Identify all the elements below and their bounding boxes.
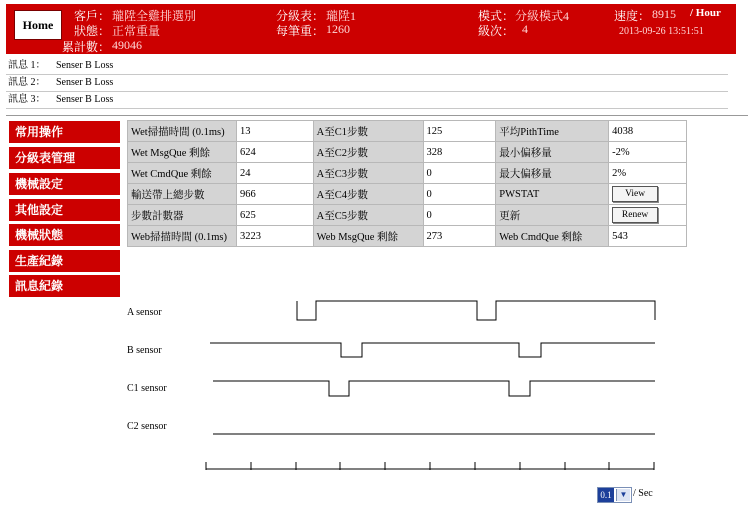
cell-label: Wet MsgQue 剩餘 [128, 142, 237, 163]
sidebar-item-machine-settings[interactable]: 機械設定 [9, 173, 120, 195]
speed-value: 8915 [652, 7, 676, 21]
grade-table-label: 分級表： [275, 9, 324, 23]
level-label: 級次： [477, 24, 514, 38]
sidebar-item-other-settings[interactable]: 其他設定 [9, 199, 120, 221]
b-sensor-waveform [210, 343, 655, 357]
cell-value: 543 [609, 226, 687, 247]
speed-unit: / Hour [690, 7, 721, 19]
chevron-down-icon: ▼ [616, 489, 630, 501]
unit-weight-label: 每筆重： [275, 24, 324, 38]
cell-label: 步數計數器 [128, 205, 237, 226]
cell-value: 13 [236, 121, 313, 142]
cell-label: Wet掃描時間 (0.1ms) [128, 121, 237, 142]
cell-label: A至C3步數 [313, 163, 423, 184]
level-value: 4 [522, 22, 528, 36]
cell-value: 0 [423, 163, 496, 184]
cell-label: Wet CmdQue 剩餘 [128, 163, 237, 184]
sensor-label-c1: C1 sensor [127, 383, 167, 394]
cell-label: A至C1步數 [313, 121, 423, 142]
sensor-label-c2: C2 sensor [127, 421, 167, 432]
sample-rate-unit: / Sec [633, 488, 653, 499]
count-label: 累計數： [61, 40, 110, 54]
cell-value: 24 [236, 163, 313, 184]
mode-value: 分級模式4 [515, 9, 570, 23]
sensor-label-b: B sensor [127, 345, 162, 356]
cell-value: 2% [609, 163, 687, 184]
cell-value: 273 [423, 226, 496, 247]
message-text: Senser B Loss [56, 77, 114, 88]
a-sensor-waveform [297, 301, 655, 320]
sidebar-item-grade-table[interactable]: 分級表管理 [9, 147, 120, 169]
sidebar-item-message-log[interactable]: 訊息紀錄 [9, 275, 120, 297]
cell-value: 966 [236, 184, 313, 205]
datetime: 2013-09-26 13:51:51 [619, 26, 704, 37]
cell-label: 平均PithTime [496, 121, 609, 142]
cell-label: 最小偏移量 [496, 142, 609, 163]
message-label: 訊息 1： [8, 60, 46, 71]
message-text: Senser B Loss [56, 60, 114, 71]
count-value: 49046 [112, 38, 142, 52]
sidebar-item-production-log[interactable]: 生產紀錄 [9, 250, 120, 272]
customer-value: 瓏陞全雞排選別 [112, 9, 197, 23]
cell-value: 125 [423, 121, 496, 142]
cell-label: A至C5步數 [313, 205, 423, 226]
sidebar-item-common-ops[interactable]: 常用操作 [9, 121, 120, 143]
view-button[interactable]: View [612, 186, 658, 202]
message-label: 訊息 2： [8, 77, 46, 88]
cell-value: 625 [236, 205, 313, 226]
customer-label: 客戶： [73, 9, 110, 23]
unit-weight-value: 1260 [326, 22, 350, 36]
renew-button[interactable]: Renew [612, 207, 658, 223]
cell-value: 624 [236, 142, 313, 163]
cell-label: Web CmdQue 剩餘 [496, 226, 609, 247]
status-label: 狀態： [73, 24, 110, 38]
cell-label: Web掃描時間 (0.1ms) [128, 226, 237, 247]
message-label: 訊息 3： [8, 94, 46, 105]
cell-value: 4038 [609, 121, 687, 142]
sensor-label-a: A sensor [127, 307, 162, 318]
mode-label: 模式： [477, 9, 514, 23]
cell-label: A至C4步數 [313, 184, 423, 205]
cell-label: 最大偏移量 [496, 163, 609, 184]
cell-value: 0 [423, 184, 496, 205]
sample-rate-value: 0.1 [598, 488, 614, 502]
sidebar-item-machine-status[interactable]: 機械狀態 [9, 224, 120, 246]
message-text: Senser B Loss [56, 94, 114, 105]
c1-sensor-waveform [213, 381, 655, 396]
cell-label: 輸送帶上總步數 [128, 184, 237, 205]
cell-value: 0 [423, 205, 496, 226]
cell-label: A至C2步數 [313, 142, 423, 163]
grade-table-value: 瓏陞1 [326, 9, 357, 23]
cell-label: Web MsgQue 剩餘 [313, 226, 423, 247]
speed-label: 速度： [613, 9, 650, 23]
cell-label: PWSTAT [496, 184, 609, 205]
cell-value: 328 [423, 142, 496, 163]
sample-rate-select[interactable] [597, 487, 632, 503]
status-value: 正常重量 [112, 24, 161, 38]
cell-value: 3223 [236, 226, 313, 247]
home-button[interactable]: Home [14, 10, 62, 40]
cell-value: -2% [609, 142, 687, 163]
cell-label: 更新 [496, 205, 609, 226]
